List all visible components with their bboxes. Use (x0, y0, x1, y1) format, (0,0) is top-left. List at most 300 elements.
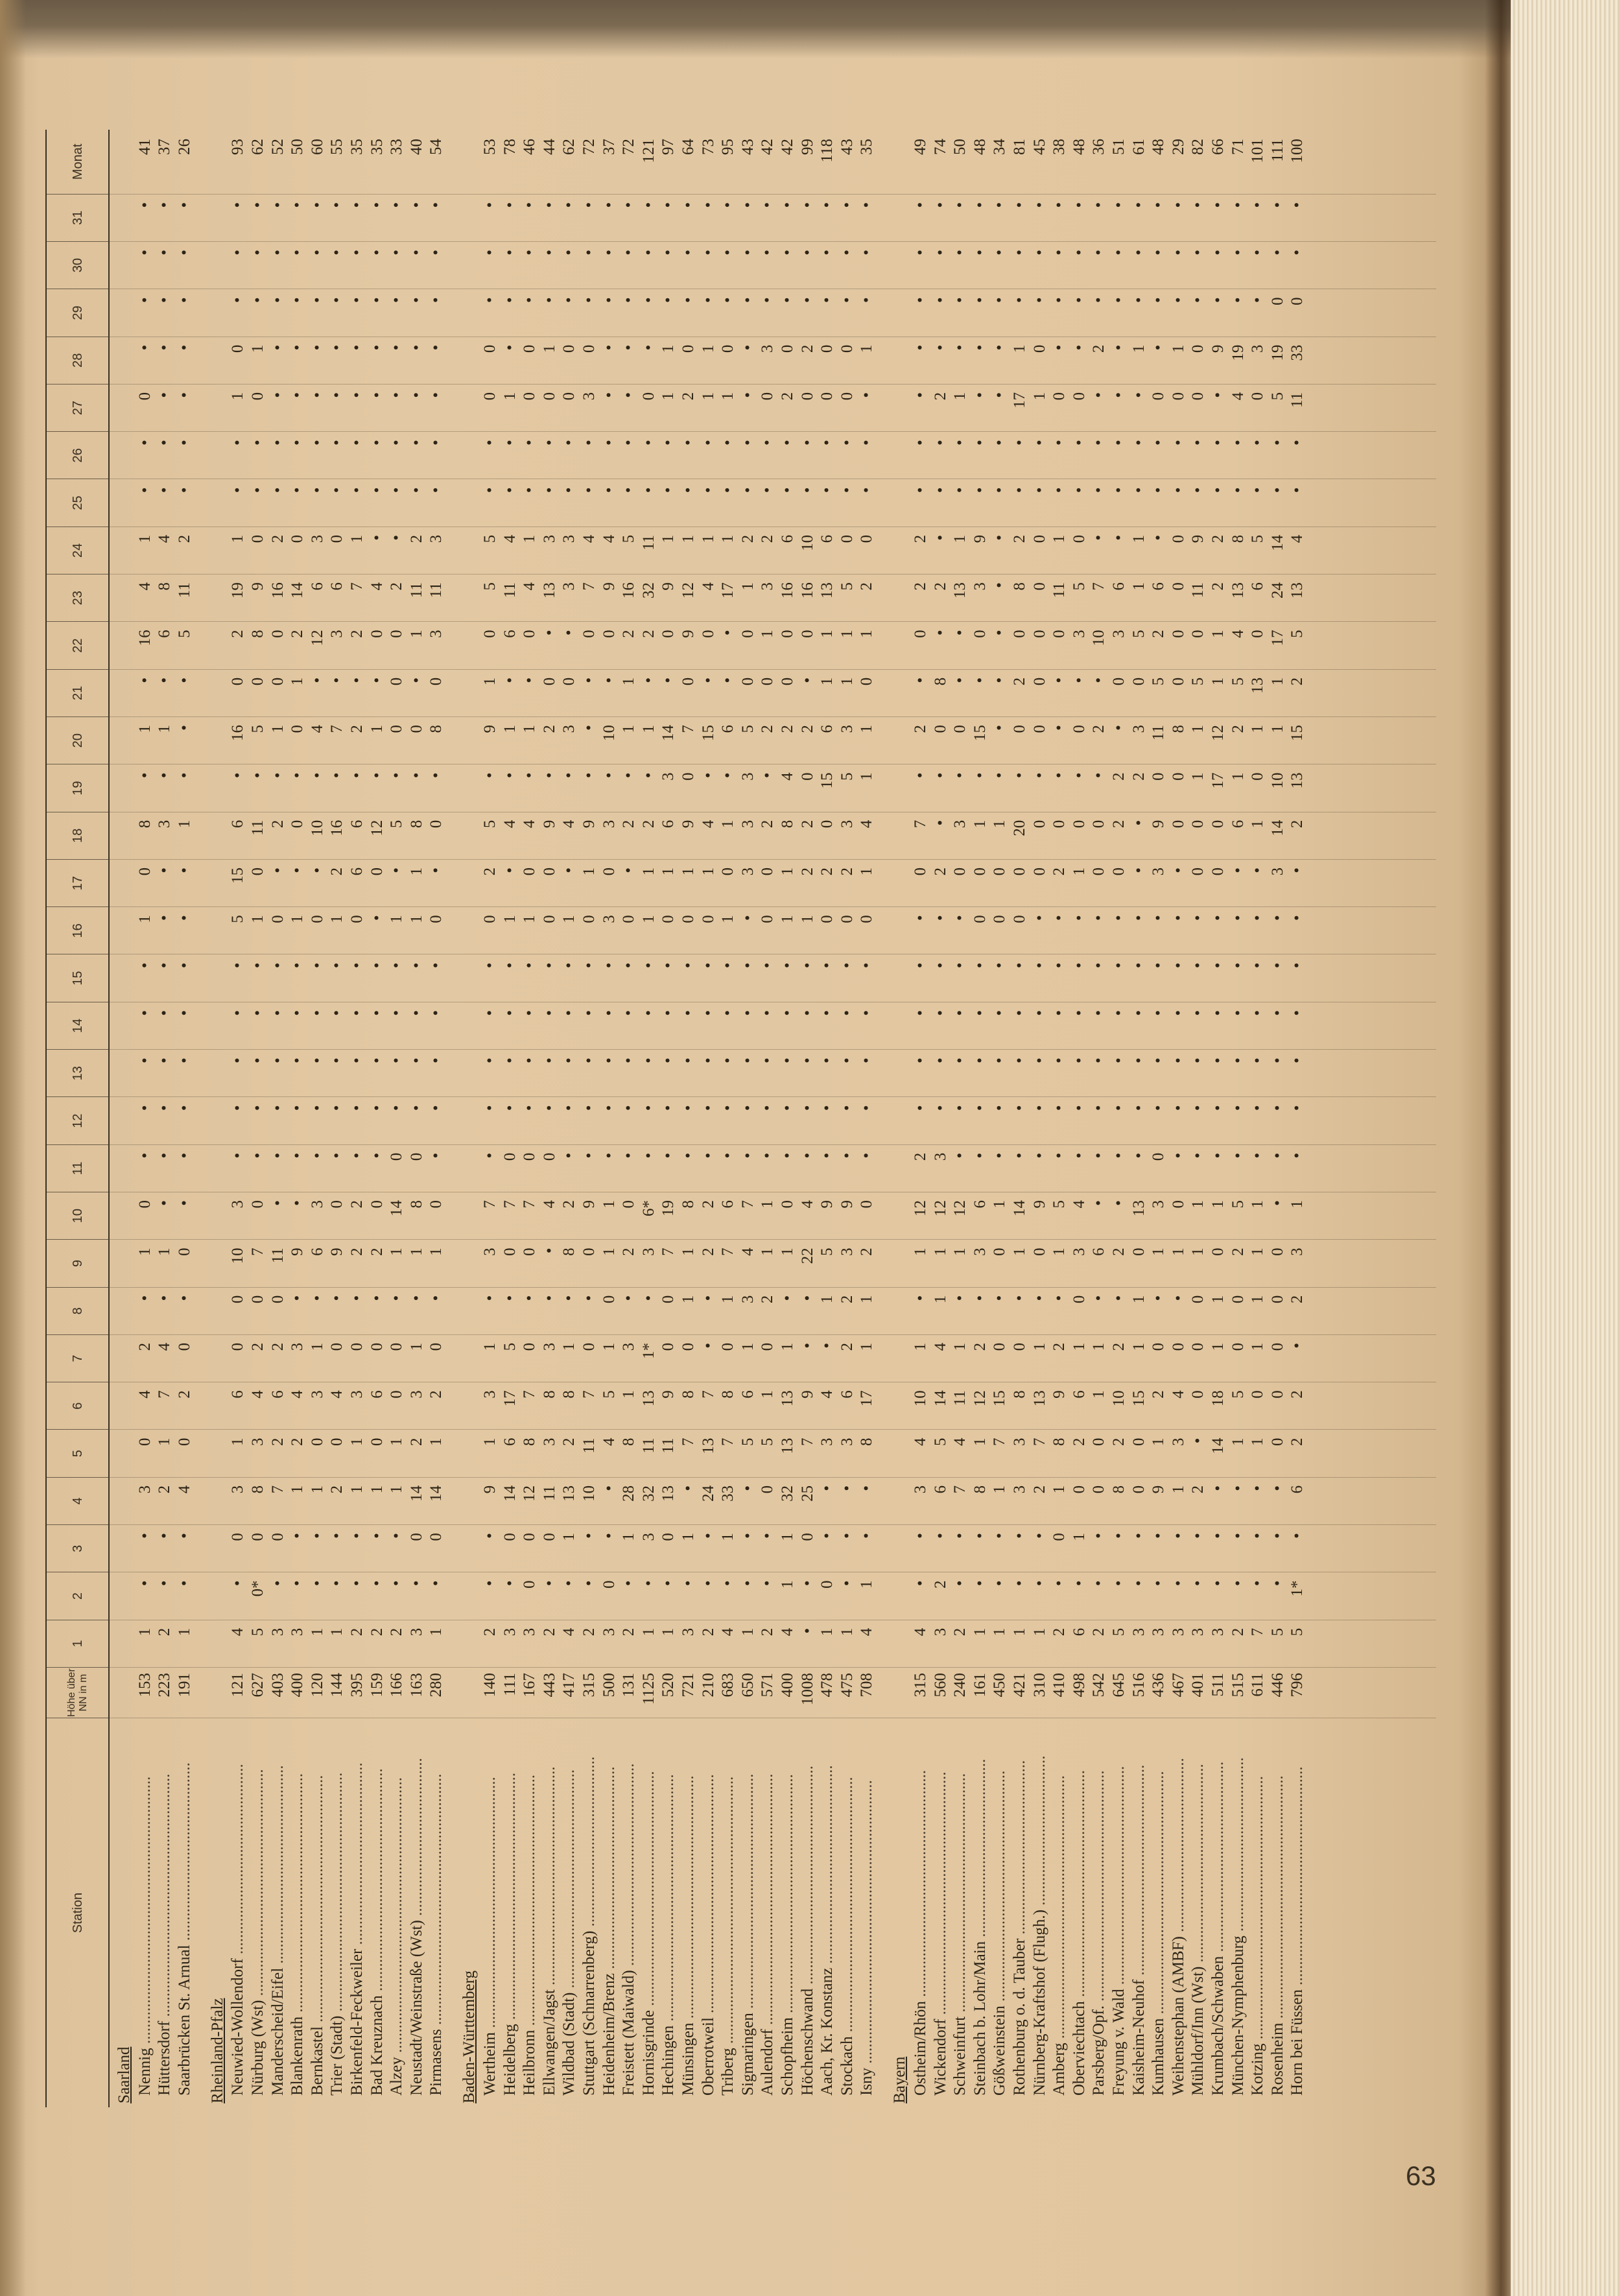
leader-dots: .................................................... (1129, 1764, 1148, 1980)
day-value: • (858, 962, 876, 969)
day-value: • (407, 1010, 425, 1016)
day-value: • (1050, 677, 1069, 683)
day-value: 3 (1150, 1627, 1168, 1637)
day-value: 32 (779, 1485, 797, 1502)
leader-dots: ......................................................... (1090, 1770, 1108, 2006)
day-value: • (1150, 1105, 1168, 1111)
station-hoehe: 111 (501, 1673, 519, 1696)
day-value: • (156, 1200, 174, 1206)
day-value: • (1169, 962, 1187, 969)
day-value: 1 (328, 1627, 346, 1637)
day-value: 0 (427, 1533, 445, 1541)
day-value: • (368, 297, 386, 303)
day-value: • (481, 440, 499, 445)
monat-value: 62 (560, 139, 578, 156)
day-value: 1 (931, 1248, 949, 1256)
day-value: • (818, 962, 836, 969)
day-value: 4 (156, 1342, 174, 1351)
station-name (560, 1720, 579, 2096)
day-value: 1 (639, 867, 657, 876)
header-day: 26 (47, 432, 108, 479)
leader-dots: ........................................................... (699, 1774, 717, 2018)
day-value: 3 (931, 1627, 949, 1637)
station-name-text: Gößweinstein (991, 2006, 1009, 2096)
station-row (911, 130, 930, 2107)
day-value: • (1110, 297, 1128, 303)
day-value: • (1288, 250, 1306, 255)
day-value: 7 (268, 1485, 287, 1494)
day-value: 6 (818, 725, 836, 733)
monat-value: 62 (249, 139, 267, 156)
day-value: 0 (368, 630, 386, 638)
day-value: 1 (659, 344, 678, 353)
day-value: 2 (1090, 344, 1108, 353)
day-value: 6 (1150, 582, 1168, 591)
leader-dots: ................................................. (1189, 1764, 1207, 1967)
day-value: 3 (229, 1200, 247, 1209)
station-hoehe: 627 (249, 1673, 267, 1698)
day-value: • (1050, 1105, 1069, 1111)
day-value: • (1090, 962, 1108, 969)
day-value: • (951, 1058, 969, 1063)
day-value: • (308, 440, 326, 445)
day-value: • (991, 440, 1009, 445)
day-value: • (348, 1580, 366, 1587)
station-name-text: Ostheim/Rhön (912, 2001, 930, 2096)
station-hoehe: 721 (680, 1673, 698, 1698)
day-value: 12 (368, 820, 386, 836)
day-value: • (560, 1580, 578, 1587)
day-value: 0 (348, 1342, 366, 1351)
station-row (1109, 130, 1129, 2107)
day-value: 7 (951, 1485, 969, 1494)
day-value: 14 (1268, 534, 1286, 551)
day-value: • (739, 1485, 757, 1491)
station-name (857, 1720, 877, 2096)
day-value: 3 (540, 1438, 558, 1447)
day-value: • (779, 202, 797, 208)
day-value: 0 (1249, 1390, 1267, 1399)
day-value: • (328, 1533, 346, 1539)
day-value: • (540, 772, 558, 779)
day-value: • (1030, 1533, 1048, 1539)
day-value: 1 (481, 1438, 499, 1447)
day-value: • (951, 962, 969, 969)
day-value: • (1129, 1010, 1148, 1016)
day-value: 3 (931, 1152, 949, 1161)
day-value: • (1268, 487, 1286, 493)
day-value: • (136, 677, 154, 683)
day-value: 5 (481, 534, 499, 543)
day-value: 1 (620, 677, 638, 686)
day-value: • (308, 487, 326, 493)
day-value: • (912, 202, 930, 208)
day-value: • (1209, 1533, 1227, 1539)
day-value: • (1189, 1058, 1207, 1063)
station-name-text: Hechingen (659, 2025, 678, 2096)
day-value: 0 (1030, 582, 1048, 591)
day-value: • (427, 1295, 445, 1301)
day-value: • (951, 1105, 969, 1111)
day-value: 1 (739, 1627, 757, 1637)
day-value: • (427, 392, 445, 398)
day-value: • (991, 962, 1009, 969)
day-value: • (540, 202, 558, 208)
day-value: 2 (971, 1342, 989, 1351)
day-value: 0 (1030, 344, 1048, 353)
day-value: • (501, 772, 519, 779)
day-value: • (798, 440, 816, 445)
day-value: • (719, 440, 737, 445)
day-value: 7 (1249, 1627, 1267, 1637)
day-value: 2 (560, 1200, 578, 1209)
day-value: • (580, 725, 598, 731)
leader-dots: ....................................... (407, 1758, 425, 1921)
day-value: 8 (560, 1390, 578, 1399)
day-value: 5 (1288, 1627, 1306, 1637)
monat-value: 61 (1129, 139, 1148, 156)
day-value: • (580, 1533, 598, 1539)
day-value: 2 (407, 534, 425, 543)
day-value: 3 (308, 534, 326, 543)
day-value: • (1169, 1010, 1187, 1016)
day-value: 5 (501, 1342, 519, 1351)
day-value: 5 (1249, 534, 1267, 543)
station-name-text: Heidelberg (501, 2024, 519, 2096)
day-value: 0 (1070, 1295, 1088, 1304)
station-name-text: Münsingen (680, 2022, 698, 2096)
day-value: 0 (1070, 725, 1088, 733)
day-value: • (229, 772, 247, 779)
day-value: 0 (639, 392, 657, 401)
day-value: 1 (388, 1485, 406, 1494)
day-value: • (289, 1058, 307, 1063)
day-value: • (991, 1058, 1009, 1063)
day-value: • (268, 297, 287, 303)
day-value: • (838, 440, 856, 445)
day-value: • (971, 1295, 989, 1301)
day-value: • (1090, 534, 1108, 541)
day-value: • (1249, 487, 1267, 493)
day-value: • (912, 962, 930, 969)
day-value: 11 (268, 1248, 287, 1264)
day-value: 4 (1229, 630, 1247, 638)
day-value: • (368, 1533, 386, 1539)
header-day: 8 (47, 1288, 108, 1335)
day-value: • (481, 487, 499, 493)
day-value: • (739, 1058, 757, 1063)
day-value: • (931, 297, 949, 303)
day-value: • (951, 772, 969, 779)
day-value: 0 (1268, 297, 1286, 305)
day-value: 0 (289, 534, 307, 543)
day-value: 14 (1268, 820, 1286, 836)
day-value: 25 (798, 1485, 816, 1502)
day-value: • (229, 1058, 247, 1063)
day-value: • (136, 1295, 154, 1301)
station-name-text: Schopfheim (779, 2017, 797, 2096)
day-value: 8 (931, 677, 949, 686)
day-value: 1 (1169, 344, 1187, 353)
day-value: 0 (759, 677, 777, 686)
day-value: • (1129, 1058, 1148, 1063)
leader-dots: ........................................................... (289, 1773, 307, 2017)
day-value: • (368, 1295, 386, 1301)
day-value: • (931, 630, 949, 636)
day-value: 4 (368, 582, 386, 591)
day-value: 0 (1268, 1438, 1286, 1447)
station-name-text: Wickendorf (931, 2018, 949, 2096)
header-day: 17 (47, 860, 108, 907)
station-name (798, 1720, 818, 2096)
day-value: 1 (798, 915, 816, 923)
day-value: 5 (1189, 677, 1207, 686)
day-value: • (136, 1580, 154, 1587)
day-value: 2 (798, 725, 816, 733)
day-value: • (1268, 1533, 1286, 1539)
day-value: • (1090, 1058, 1108, 1063)
station-hoehe: 315 (580, 1673, 598, 1698)
day-value: 2 (1090, 725, 1108, 733)
day-value: 0 (1209, 867, 1227, 876)
day-value: 8 (680, 1200, 698, 1209)
monat-value: 29 (1169, 139, 1187, 156)
day-value: 1 (680, 1248, 698, 1256)
station-hoehe: 650 (739, 1673, 757, 1698)
day-value: 5 (1070, 582, 1088, 591)
station-name-text: Nennig (136, 2048, 154, 2096)
day-value: • (1070, 677, 1088, 683)
day-value: 2 (759, 534, 777, 543)
day-value: • (1189, 297, 1207, 303)
day-value: 0 (407, 1152, 425, 1161)
day-value: 0 (1229, 1342, 1247, 1351)
day-value: 32 (639, 582, 657, 599)
header-day: 19 (47, 764, 108, 812)
station-hoehe: 144 (328, 1673, 346, 1698)
station-name-text: Rosenheim (1268, 2022, 1286, 2096)
day-value: 1 (136, 1248, 154, 1256)
monat-value: 51 (1110, 139, 1128, 156)
monat-value: 43 (739, 139, 757, 156)
day-value: • (560, 1058, 578, 1063)
station-row (1010, 130, 1030, 2107)
day-value: • (1209, 487, 1227, 493)
leader-dots: .......................................................... (739, 1773, 757, 2013)
day-value: 13 (659, 1485, 678, 1502)
day-value: 0 (328, 1200, 346, 1209)
day-value: 28 (620, 1485, 638, 1502)
day-value: • (348, 1105, 366, 1111)
day-value: 13 (1229, 582, 1247, 599)
day-value: 0 (1030, 630, 1048, 638)
day-value: 3 (289, 1342, 307, 1351)
day-value: • (249, 487, 267, 493)
day-value: • (521, 962, 539, 969)
day-value: • (229, 487, 247, 493)
day-value: • (1288, 1058, 1306, 1063)
day-value: • (639, 772, 657, 779)
leader-dots: ........................................................ (912, 1769, 930, 2002)
day-value: 2 (1189, 1485, 1207, 1494)
monat-value: 60 (308, 139, 326, 156)
day-value: • (1129, 962, 1148, 969)
day-value: 6 (368, 1390, 386, 1399)
station-name-text: Aulendorf (759, 2029, 777, 2096)
day-value: • (540, 962, 558, 969)
day-value: 1 (175, 1627, 193, 1637)
day-value: 2 (620, 1248, 638, 1256)
day-value: 0 (388, 725, 406, 733)
day-value: 0 (136, 392, 154, 401)
day-value: 1 (289, 1485, 307, 1494)
monat-value: 37 (600, 139, 618, 156)
day-value: 4 (858, 1627, 876, 1637)
day-value: 1 (620, 1533, 638, 1541)
day-value: 3 (560, 534, 578, 543)
day-value: • (328, 487, 346, 493)
day-value: 9 (1209, 344, 1227, 353)
day-value: 7 (348, 582, 366, 591)
day-value: • (580, 250, 598, 255)
day-value: • (1169, 1295, 1187, 1301)
day-value: 1 (521, 915, 539, 923)
day-value: • (600, 297, 618, 303)
day-value: • (838, 1580, 856, 1587)
day-value: 3 (328, 630, 346, 638)
day-value: • (1169, 867, 1187, 873)
day-value: • (931, 915, 949, 921)
day-value: • (388, 1580, 406, 1587)
day-value: 3 (659, 772, 678, 781)
day-value: 8 (680, 1390, 698, 1399)
leader-dots: ............................................................. (308, 1775, 326, 2027)
day-value: • (1249, 297, 1267, 303)
day-value: 4 (521, 582, 539, 591)
day-value: • (1070, 1152, 1088, 1159)
day-value: 0 (229, 1342, 247, 1351)
day-value: 6 (229, 1390, 247, 1399)
station-hoehe: 1008 (798, 1673, 816, 1705)
day-value: 0 (407, 1533, 425, 1541)
day-value: • (1030, 487, 1048, 493)
day-value: 10 (798, 534, 816, 551)
day-value: 8 (1011, 582, 1029, 591)
day-value: 0 (368, 1438, 386, 1447)
day-value: • (368, 250, 386, 255)
day-value: 13 (1288, 772, 1306, 789)
station-name-text: Isny (858, 2067, 876, 2096)
day-value: 2 (798, 344, 816, 353)
day-value: • (1030, 1295, 1048, 1301)
station-hoehe: 121 (229, 1673, 247, 1698)
day-value: 7 (659, 1248, 678, 1256)
day-value: 6 (1110, 582, 1128, 591)
day-value: 1 (858, 630, 876, 638)
station-name (699, 1720, 718, 2096)
station-name-text: Bad Kreuznach (368, 1995, 386, 2096)
day-value: 5 (1229, 1200, 1247, 1209)
day-value: 0 (481, 392, 499, 401)
monat-value: 48 (1150, 139, 1168, 156)
day-value: 9 (540, 820, 558, 829)
station-row (520, 130, 539, 2107)
day-value: 10 (1110, 1390, 1128, 1407)
day-value: 3 (1288, 1248, 1306, 1256)
day-value: • (136, 1058, 154, 1063)
day-value: 0 (1169, 1342, 1187, 1351)
day-value: 0 (1150, 1342, 1168, 1351)
leader-dots: ................................................. (818, 1765, 836, 1968)
day-value: • (1189, 1010, 1207, 1016)
day-value: • (1169, 1152, 1187, 1159)
day-value: 7 (328, 725, 346, 733)
day-value: 13 (560, 1485, 578, 1502)
header-day: 5 (47, 1430, 108, 1478)
day-value: • (600, 202, 618, 208)
day-value: • (818, 1485, 836, 1491)
day-value: • (175, 344, 193, 351)
day-value: 1 (858, 867, 876, 876)
day-value: 0 (249, 392, 267, 401)
day-value: 2 (1288, 677, 1306, 686)
day-value: • (1229, 1105, 1247, 1111)
day-value: 2 (1050, 1627, 1069, 1637)
day-value: 11 (427, 582, 445, 598)
day-value: • (308, 297, 326, 303)
station-row (1050, 130, 1069, 2107)
day-value: • (838, 1058, 856, 1063)
day-value: 2 (580, 1627, 598, 1637)
day-value: • (699, 1533, 717, 1539)
day-value: • (249, 202, 267, 208)
day-value: • (1288, 1342, 1306, 1349)
day-value: 0 (1209, 1248, 1227, 1256)
day-value: • (659, 1152, 678, 1159)
station-row (739, 130, 758, 2107)
day-value: 1 (639, 915, 657, 923)
station-name (1209, 1720, 1228, 2096)
day-value: 1 (501, 392, 519, 401)
day-value: • (1090, 1105, 1108, 1111)
day-value: • (427, 962, 445, 969)
leader-dots: ............................................ (971, 1758, 989, 1941)
day-value: 4 (580, 534, 598, 543)
day-value: 0 (680, 915, 698, 923)
day-value: • (620, 250, 638, 255)
day-value: 2 (798, 867, 816, 876)
precipitation-table (45, 130, 1436, 2107)
station-row (427, 130, 446, 2107)
day-value: 17 (501, 1390, 519, 1407)
day-value: 15 (699, 725, 717, 742)
day-value: 1 (1129, 582, 1148, 591)
day-value: • (521, 772, 539, 779)
day-value: • (388, 250, 406, 255)
day-value: • (739, 915, 757, 921)
day-value: • (501, 1580, 519, 1587)
station-name (228, 1720, 248, 2096)
station-row (971, 130, 990, 2107)
day-value: • (1129, 915, 1148, 921)
day-value: 0 (560, 344, 578, 353)
station-row (501, 130, 520, 2107)
station-name (368, 1720, 387, 2096)
header-day: 6 (47, 1382, 108, 1430)
station-name-text: Stuttgart (Schnarrenberg) (580, 1930, 598, 2096)
day-value: • (912, 297, 930, 303)
day-value: • (991, 297, 1009, 303)
